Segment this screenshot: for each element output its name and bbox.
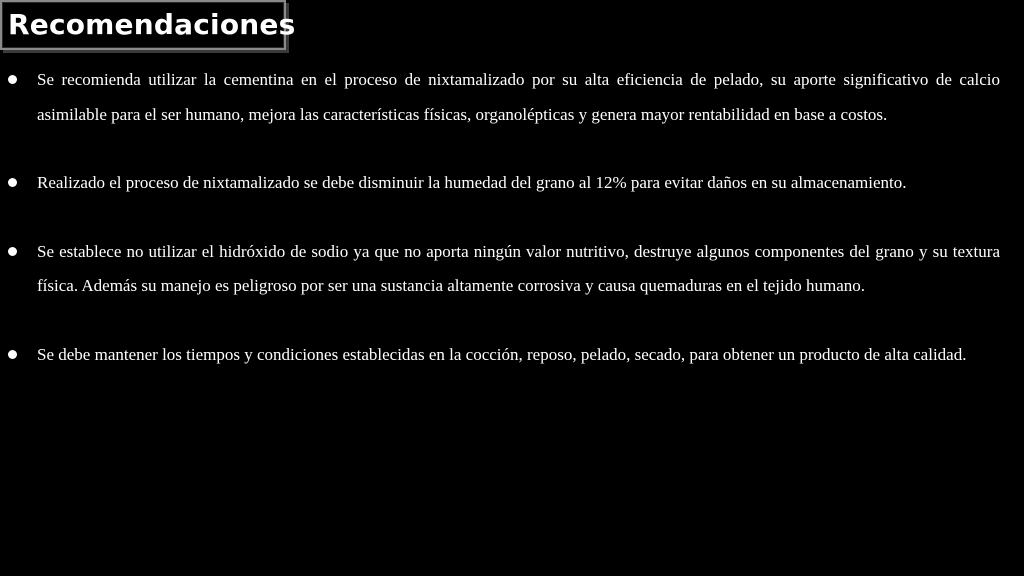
list-item [8, 338, 1000, 373]
title-box [0, 0, 296, 50]
bullet-list [8, 63, 1000, 372]
list-item [8, 166, 1000, 201]
bullet-text: Se debe mantener los tiempos y condiciones establecidas en la cocción, reposo, pelado, secado, para obtener un producto de alta calidad. [37, 344, 967, 364]
bullet-dot-icon [8, 350, 17, 359]
bullet-text: Se recomienda utilizar la cementina en el proceso de nixtamalizado por su alta eficiencia de pelado, su aporte significativo de calcio asimilable para el ser humano, mejora las características físicas, organolépticas y genera mayor rentabilidad en base a costos. [37, 70, 1000, 124]
bullet-text: Se establece no utilizar el hidróxido de sodio ya que no aporta ningún valor nutritivo, destruye algunos componentes del grano y su textura física. Además su manejo es peligroso por ser una sustancia altamente corrosiva y causa quemaduras en el tejido humano. [37, 241, 1000, 295]
bullet-dot-icon [8, 178, 17, 187]
list-item [8, 63, 1000, 132]
bullet-dot-icon [8, 75, 17, 84]
bullet-text: Realizado el proceso de nixtamalizado se debe disminuir la humedad del grano al 12% para evitar daños en su almacenamiento. [37, 173, 907, 192]
list-item [8, 235, 1000, 304]
page-title: Recomendaciones [8, 8, 296, 41]
bullet-dot-icon [8, 247, 17, 256]
